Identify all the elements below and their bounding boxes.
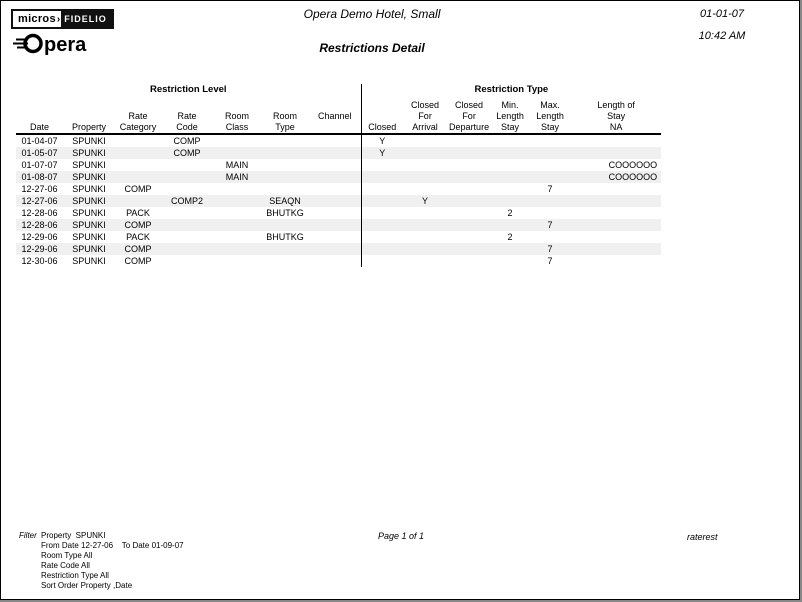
report-date: 01-01-07 bbox=[699, 8, 745, 20]
cell-closed-for-arrival bbox=[403, 231, 447, 243]
column-header-line: Closed bbox=[455, 100, 484, 110]
cell-property: SPUNKI bbox=[72, 136, 106, 146]
cell-channel bbox=[309, 243, 361, 255]
cell-channel bbox=[309, 134, 361, 147]
cell-rate-code: COMP bbox=[173, 148, 201, 158]
cell-rate-category: COMP bbox=[124, 220, 152, 230]
restrictions-table bbox=[16, 84, 661, 267]
cell-length-of-stay-na bbox=[571, 231, 661, 243]
cell-closed bbox=[361, 231, 403, 243]
cell-closed-for-arrival bbox=[403, 147, 447, 159]
filter-line: Sort Order Property ,Date bbox=[41, 581, 133, 590]
column-header-line: Closed bbox=[368, 122, 397, 132]
cell-closed-for-departure bbox=[447, 134, 491, 147]
column-header-channel bbox=[309, 98, 361, 134]
column-header-line: For bbox=[462, 111, 476, 121]
column-header-room-type bbox=[261, 98, 309, 134]
cell-date: 12-27-06 bbox=[21, 184, 58, 194]
column-header-length-of-stay-na bbox=[571, 98, 661, 134]
column-header-date bbox=[16, 98, 63, 134]
column-header-max-length-stay bbox=[529, 98, 571, 134]
cell-room-type bbox=[261, 147, 309, 159]
column-header-line: Length of bbox=[597, 100, 635, 110]
opera-logo-suffix: pera bbox=[44, 34, 87, 56]
column-header-line: NA bbox=[609, 122, 623, 132]
cell-closed-for-departure bbox=[447, 219, 491, 231]
cell-min-length-stay bbox=[491, 243, 529, 255]
cell-length-of-stay-na bbox=[571, 147, 661, 159]
column-header-line: Rate bbox=[177, 111, 197, 121]
cell-property: SPUNKI bbox=[72, 232, 106, 242]
cell-rate-code bbox=[161, 207, 213, 219]
cell-channel bbox=[309, 159, 361, 171]
filter-line: Room Type All bbox=[41, 551, 93, 560]
cell-property: SPUNKI bbox=[72, 256, 106, 266]
cell-closed-for-arrival: Y bbox=[422, 196, 429, 206]
cell-min-length-stay bbox=[491, 134, 529, 147]
group-header-restriction-level: Restriction Level bbox=[16, 84, 361, 98]
column-header-line: Departure bbox=[449, 122, 490, 132]
table-row bbox=[16, 243, 661, 255]
column-header-min-length-stay bbox=[491, 98, 529, 134]
table-body bbox=[16, 134, 661, 267]
cell-rate-category: COMP bbox=[124, 244, 152, 254]
cell-rate-category bbox=[115, 195, 161, 207]
column-header-line: Max. bbox=[540, 100, 560, 110]
cell-rate-category: COMP bbox=[124, 256, 152, 266]
cell-property: SPUNKI bbox=[72, 196, 106, 206]
cell-min-length-stay bbox=[491, 195, 529, 207]
column-header-property bbox=[63, 98, 115, 134]
cell-date: 01-07-07 bbox=[21, 160, 58, 170]
cell-date: 12-28-06 bbox=[21, 208, 58, 218]
cell-closed-for-departure bbox=[447, 255, 491, 267]
cell-room-type bbox=[261, 243, 309, 255]
cell-room-class: MAIN bbox=[225, 172, 249, 182]
cell-rate-category: PACK bbox=[126, 232, 150, 242]
cell-max-length-stay bbox=[529, 231, 571, 243]
cell-date: 12-27-06 bbox=[21, 196, 58, 206]
cell-room-type bbox=[261, 171, 309, 183]
cell-max-length-stay bbox=[529, 159, 571, 171]
cell-max-length-stay: 7 bbox=[547, 244, 553, 254]
cell-room-class bbox=[213, 255, 261, 267]
cell-property: SPUNKI bbox=[72, 148, 106, 158]
cell-length-of-stay-na bbox=[571, 255, 661, 267]
cell-property: SPUNKI bbox=[72, 160, 106, 170]
column-header-line: Length bbox=[496, 111, 524, 121]
cell-room-type: SEAQN bbox=[269, 196, 301, 206]
cell-length-of-stay-na: COOOOOO bbox=[608, 160, 658, 170]
cell-max-length-stay: 7 bbox=[547, 184, 553, 194]
column-header-line: Room bbox=[272, 111, 297, 121]
cell-channel bbox=[309, 231, 361, 243]
arrow-icon: › bbox=[56, 14, 61, 25]
cell-closed-for-arrival bbox=[403, 207, 447, 219]
table-row bbox=[16, 171, 661, 183]
cell-room-class bbox=[213, 231, 261, 243]
cell-closed-for-arrival bbox=[403, 171, 447, 183]
page-number: Page 1 of 1 bbox=[377, 531, 425, 541]
cell-channel bbox=[309, 255, 361, 267]
cell-rate-category bbox=[115, 147, 161, 159]
cell-room-class bbox=[213, 147, 261, 159]
column-header-row bbox=[16, 98, 661, 134]
group-header-restriction-type: Restriction Type bbox=[474, 84, 549, 95]
table-row bbox=[16, 219, 661, 231]
cell-room-type bbox=[261, 219, 309, 231]
cell-property: SPUNKI bbox=[72, 184, 106, 194]
page-title: Restrictions Detail bbox=[319, 41, 425, 55]
cell-room-type bbox=[261, 159, 309, 171]
column-header-closed bbox=[361, 98, 403, 134]
cell-closed-for-arrival bbox=[403, 183, 447, 195]
cell-min-length-stay bbox=[491, 171, 529, 183]
column-header-line: Code bbox=[176, 122, 198, 132]
cell-property: SPUNKI bbox=[72, 172, 106, 182]
table-row bbox=[16, 207, 661, 219]
cell-channel bbox=[309, 195, 361, 207]
cell-date: 01-04-07 bbox=[21, 136, 58, 146]
cell-closed-for-departure bbox=[447, 231, 491, 243]
cell-room-class bbox=[213, 243, 261, 255]
cell-rate-category bbox=[115, 159, 161, 171]
cell-closed-for-departure bbox=[447, 195, 491, 207]
cell-room-class bbox=[213, 219, 261, 231]
cell-room-class bbox=[213, 134, 261, 147]
cell-length-of-stay-na bbox=[571, 195, 661, 207]
cell-closed-for-arrival bbox=[403, 219, 447, 231]
cell-date: 01-08-07 bbox=[21, 172, 58, 182]
cell-length-of-stay-na bbox=[571, 219, 661, 231]
cell-rate-code: COMP bbox=[173, 136, 201, 146]
cell-rate-category: PACK bbox=[126, 208, 150, 218]
report-code: raterest bbox=[687, 532, 718, 542]
cell-closed-for-departure bbox=[447, 159, 491, 171]
cell-closed: Y bbox=[379, 136, 386, 146]
table-row bbox=[16, 195, 661, 207]
cell-closed-for-arrival bbox=[403, 159, 447, 171]
column-header-rate-code bbox=[161, 98, 213, 134]
cell-rate-code bbox=[161, 243, 213, 255]
cell-closed-for-departure bbox=[447, 243, 491, 255]
cell-property: SPUNKI bbox=[72, 220, 106, 230]
cell-min-length-stay bbox=[491, 147, 529, 159]
cell-min-length-stay bbox=[491, 159, 529, 171]
cell-channel bbox=[309, 147, 361, 159]
cell-date: 12-30-06 bbox=[21, 256, 58, 266]
column-header-line: Stay bbox=[501, 122, 520, 132]
report-datetime bbox=[677, 8, 767, 42]
cell-closed bbox=[361, 219, 403, 231]
cell-closed-for-departure bbox=[447, 183, 491, 195]
cell-length-of-stay-na bbox=[571, 134, 661, 147]
cell-max-length-stay bbox=[529, 134, 571, 147]
table-row bbox=[16, 255, 661, 267]
hotel-title: Opera Demo Hotel, Small bbox=[303, 7, 441, 21]
cell-room-type: BHUTKG bbox=[266, 208, 304, 218]
cell-channel bbox=[309, 183, 361, 195]
column-header-closed-for-departure bbox=[447, 98, 491, 134]
cell-room-type bbox=[261, 134, 309, 147]
cell-closed-for-departure bbox=[447, 147, 491, 159]
cell-property: SPUNKI bbox=[72, 208, 106, 218]
table-row bbox=[16, 183, 661, 195]
column-header-line: Min. bbox=[501, 100, 519, 110]
report-time: 10:42 AM bbox=[698, 30, 746, 42]
cell-property: SPUNKI bbox=[72, 244, 106, 254]
table-row bbox=[16, 134, 661, 147]
column-header-line: Category bbox=[119, 122, 157, 132]
cell-min-length-stay bbox=[491, 219, 529, 231]
cell-room-class: MAIN bbox=[225, 160, 249, 170]
column-header-line: Date bbox=[29, 122, 49, 132]
column-header-line: Class bbox=[225, 122, 249, 132]
filter-line: Rate Code All bbox=[41, 561, 90, 570]
cell-rate-code bbox=[161, 183, 213, 195]
table-row bbox=[16, 159, 661, 171]
cell-channel bbox=[309, 171, 361, 183]
cell-rate-code bbox=[161, 231, 213, 243]
cell-length-of-stay-na bbox=[571, 207, 661, 219]
column-header-room-class bbox=[213, 98, 261, 134]
table-row bbox=[16, 231, 661, 243]
cell-closed bbox=[361, 255, 403, 267]
filter-line: From Date 12-27-06 To Date 01-09-07 bbox=[41, 541, 184, 550]
fidelio-logo-text: FIDELIO bbox=[61, 11, 112, 27]
cell-rate-category: COMP bbox=[124, 184, 152, 194]
cell-closed: Y bbox=[379, 148, 386, 158]
cell-closed bbox=[361, 159, 403, 171]
cell-closed-for-departure bbox=[447, 171, 491, 183]
column-header-line: Channel bbox=[318, 111, 352, 121]
cell-date: 12-29-06 bbox=[21, 232, 58, 242]
column-header-line: Rate bbox=[128, 111, 148, 121]
cell-channel bbox=[309, 207, 361, 219]
column-header-rate-category bbox=[115, 98, 161, 134]
micros-logo-text: micros bbox=[18, 13, 56, 25]
column-header-line: Type bbox=[275, 122, 295, 132]
cell-rate-code bbox=[161, 171, 213, 183]
cell-max-length-stay bbox=[529, 195, 571, 207]
column-header-line: Stay bbox=[607, 111, 626, 121]
cell-max-length-stay bbox=[529, 147, 571, 159]
cell-closed bbox=[361, 195, 403, 207]
cell-min-length-stay: 2 bbox=[507, 232, 513, 242]
filter-label: Filter bbox=[19, 531, 37, 540]
cell-date: 12-29-06 bbox=[21, 244, 58, 254]
cell-room-type: BHUTKG bbox=[266, 232, 304, 242]
cell-room-type bbox=[261, 255, 309, 267]
cell-closed bbox=[361, 171, 403, 183]
cell-room-type bbox=[261, 183, 309, 195]
column-header-line: Arrival bbox=[412, 122, 438, 132]
column-header-line: Stay bbox=[541, 122, 560, 132]
cell-closed bbox=[361, 207, 403, 219]
cell-closed-for-arrival bbox=[403, 134, 447, 147]
column-header-line: Closed bbox=[411, 100, 440, 110]
cell-min-length-stay bbox=[491, 255, 529, 267]
cell-closed-for-arrival bbox=[403, 255, 447, 267]
cell-max-length-stay: 7 bbox=[547, 256, 553, 266]
cell-room-class bbox=[213, 183, 261, 195]
filter-line: Restriction Type All bbox=[41, 571, 109, 580]
cell-max-length-stay: 7 bbox=[547, 220, 553, 230]
cell-closed-for-departure bbox=[447, 207, 491, 219]
cell-rate-code bbox=[161, 159, 213, 171]
cell-room-class bbox=[213, 207, 261, 219]
column-header-closed-for-arrival bbox=[403, 98, 447, 134]
cell-rate-code bbox=[161, 255, 213, 267]
cell-date: 01-05-07 bbox=[21, 148, 58, 158]
cell-rate-category bbox=[115, 134, 161, 147]
column-header-line: Property bbox=[71, 122, 106, 132]
cell-channel bbox=[309, 219, 361, 231]
cell-length-of-stay-na: COOOOOO bbox=[608, 172, 658, 182]
cell-max-length-stay bbox=[529, 207, 571, 219]
cell-min-length-stay bbox=[491, 183, 529, 195]
cell-max-length-stay bbox=[529, 171, 571, 183]
cell-room-class bbox=[213, 195, 261, 207]
cell-closed bbox=[361, 243, 403, 255]
column-header-line: Room bbox=[224, 111, 249, 121]
cell-length-of-stay-na bbox=[571, 183, 661, 195]
cell-min-length-stay: 2 bbox=[507, 208, 513, 218]
cell-rate-code bbox=[161, 219, 213, 231]
table-row bbox=[16, 147, 661, 159]
filter-line: Property SPUNKI bbox=[41, 531, 106, 540]
cell-length-of-stay-na bbox=[571, 243, 661, 255]
cell-rate-code: COMP2 bbox=[170, 196, 203, 206]
cell-date: 12-28-06 bbox=[21, 220, 58, 230]
cell-closed bbox=[361, 183, 403, 195]
cell-closed-for-arrival bbox=[403, 243, 447, 255]
group-header-row bbox=[16, 84, 661, 98]
cell-rate-category bbox=[115, 171, 161, 183]
column-header-line: For bbox=[418, 111, 432, 121]
column-header-line: Length bbox=[536, 111, 564, 121]
